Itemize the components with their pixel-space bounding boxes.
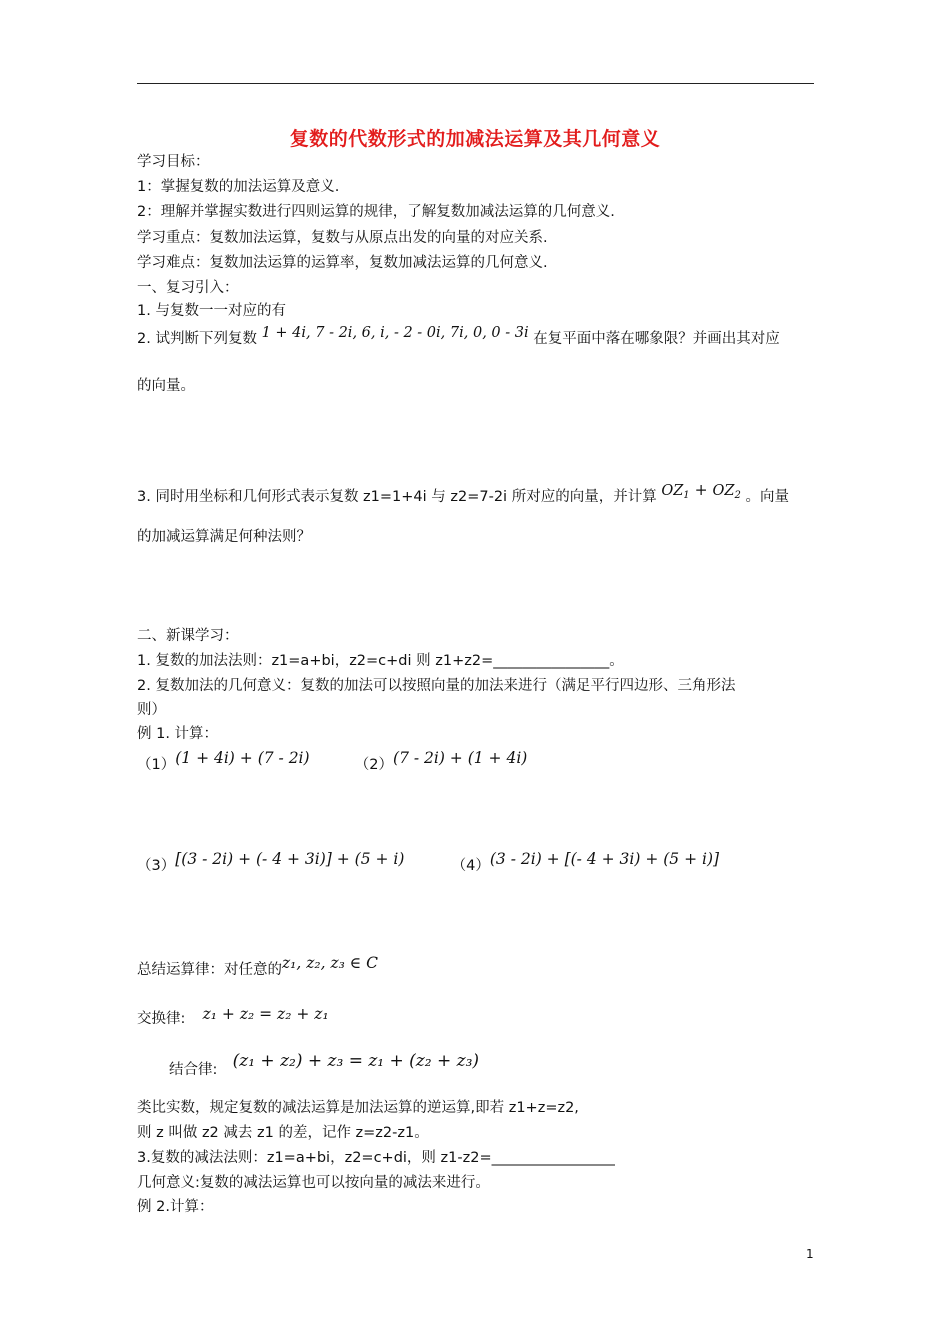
review-heading: 一、复习引入： bbox=[137, 280, 239, 296]
problem-3-expression: [(3 - 2i) + (- 4 + 3i)] + (5 + i) bbox=[175, 850, 405, 868]
vector-oz1: OZ bbox=[661, 483, 684, 499]
subscript-2: 2 bbox=[734, 490, 741, 501]
summary-line bbox=[137, 954, 379, 980]
commutative-line bbox=[137, 1005, 329, 1029]
header-rule bbox=[137, 83, 814, 84]
commutative-law: z₁ + z₂ = z₂ + z₁ bbox=[202, 1005, 329, 1023]
example-1-row-1 bbox=[137, 749, 528, 775]
goal-item-2: 2：理解并掌握实数进行四则运算的规律，了解复数加减法运算的几何意义. bbox=[137, 204, 615, 220]
example-1-row-2 bbox=[137, 850, 720, 876]
review-question-2-cont: 的向量。 bbox=[137, 378, 195, 394]
addition-rule: 1. 复数的加法法则：z1=a+bi，z2=c+di 则 z1+z2=________________。 bbox=[137, 653, 624, 669]
goal-item-1: 1：掌握复数的加法运算及意义. bbox=[137, 179, 340, 195]
problem-1-label: （1） bbox=[137, 757, 176, 773]
page-number: 1 bbox=[806, 1247, 814, 1261]
key-point: 学习重点：复数加法运算，复数与从原点出发的向量的对应关系. bbox=[137, 230, 548, 246]
q2-prefix: 2. 试判断下列复数 bbox=[137, 331, 257, 347]
review-question-3-cont: 的加减运算满足何种法则？ bbox=[137, 529, 311, 545]
addition-geometry: 2. 复数加法的几何意义：复数的加法可以按照向量的加法来进行（满足平行四边形、三角形法 bbox=[137, 678, 736, 694]
problem-1-expression: (1 + 4i) + (7 - 2i) bbox=[175, 749, 310, 767]
review-question-2 bbox=[137, 325, 780, 349]
q3-prefix: 3. 同时用坐标和几何形式表示复数 z1=1+4i 与 z2=7-2i 所对应的向量，并计算 bbox=[137, 489, 657, 505]
addition-geometry-cont: 则） bbox=[137, 702, 166, 718]
review-question-3 bbox=[137, 481, 789, 512]
q2-complex-list: 1 + 4i, 7 - 2i, 6, i, - 2 - 0i, 7i, 0, 0 - 3i bbox=[261, 325, 529, 341]
vector-oz2: OZ bbox=[712, 483, 735, 499]
commutative-label: 交换律: bbox=[137, 1011, 186, 1027]
problem-3-label: （3） bbox=[137, 858, 176, 874]
analogy-line-1: 类比实数，规定复数的减法运算是加法运算的逆运算,即若 z1+z=z2, bbox=[137, 1100, 579, 1116]
review-question-1: 1. 与复数一一对应的有 bbox=[137, 303, 286, 319]
example-2-heading: 例 2.计算： bbox=[137, 1199, 214, 1215]
plus-sign: + bbox=[689, 481, 713, 499]
problem-4-expression: (3 - 2i) + [(- 4 + 3i) + (5 + i)] bbox=[489, 850, 720, 868]
analogy-line-2: 则 z 叫做 z2 减去 z1 的差，记作 z=z2-z1。 bbox=[137, 1125, 429, 1141]
page-title: 复数的代数形式的加减法运算及其几何意义 bbox=[289, 128, 661, 150]
associative-line bbox=[169, 1051, 480, 1080]
example-1-heading: 例 1. 计算： bbox=[137, 726, 219, 742]
subscript-1: 1 bbox=[683, 490, 690, 501]
summary-prefix: 总结运算律：对任意的 bbox=[137, 962, 282, 978]
new-lesson-heading: 二、新课学习： bbox=[137, 628, 239, 644]
goals-heading: 学习目标： bbox=[137, 154, 210, 170]
difficulty: 学习难点：复数加法运算的运算率，复数加减法运算的几何意义. bbox=[137, 255, 548, 271]
q3-vector-sum bbox=[661, 483, 741, 499]
associative-law: (z₁ + z₂) + z₃ = z₁ + (z₂ + z₃) bbox=[232, 1051, 480, 1071]
problem-4-label: （4） bbox=[451, 858, 490, 874]
associative-label: 结合律: bbox=[169, 1062, 218, 1078]
q3-suffix: 。向量 bbox=[745, 489, 789, 505]
subtraction-geometry: 几何意义:复数的减法运算也可以按向量的减法来进行。 bbox=[137, 1175, 490, 1191]
q2-suffix: 在复平面中落在哪象限？并画出其对应 bbox=[533, 331, 780, 347]
problem-2-expression: (7 - 2i) + (1 + 4i) bbox=[393, 749, 528, 767]
summary-set: z₁, z₂, z₃ ∈ C bbox=[282, 954, 379, 972]
problem-2-label: （2） bbox=[354, 757, 394, 773]
subtraction-rule: 3.复数的减法法则：z1=a+bi，z2=c+di，则 z1-z2=_________________ bbox=[137, 1150, 615, 1166]
